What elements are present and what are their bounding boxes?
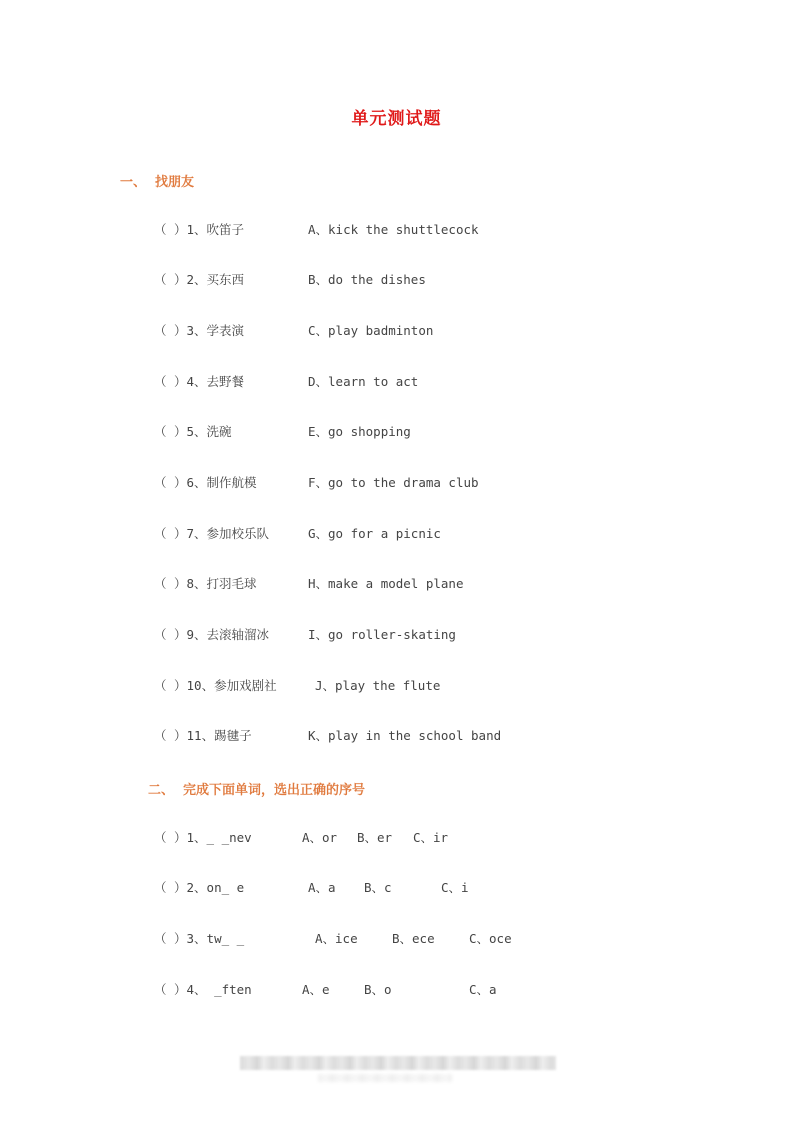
question-text: （ ）10、参加戏剧社	[154, 678, 277, 693]
list-item	[0, 676, 793, 696]
page-title: 单元测试题	[351, 109, 442, 129]
question-text: （ ）4、去野餐	[154, 374, 245, 389]
answer-option: F、go to the drama club	[308, 475, 479, 490]
question-text: （ ）4、 _ften	[154, 982, 252, 997]
option-b: B、er	[357, 830, 393, 845]
list-item	[0, 422, 793, 442]
answer-option: A、kick the shuttlecock	[308, 222, 479, 237]
list-item	[0, 270, 793, 290]
list-item	[0, 878, 793, 898]
blurred-watermark-secondary	[318, 1074, 452, 1082]
question-text: （ ）2、on_ e	[154, 880, 245, 895]
answer-option: C、play badminton	[308, 323, 434, 338]
option-b: B、ece	[392, 931, 435, 946]
list-item	[0, 473, 793, 493]
option-c: C、oce	[469, 931, 512, 946]
answer-option: I、go roller-skating	[308, 627, 456, 642]
list-item	[0, 321, 793, 341]
answer-option: E、go shopping	[308, 424, 411, 439]
blurred-watermark	[240, 1056, 556, 1070]
question-text: （ ）3、学表演	[154, 323, 245, 338]
option-c: C、i	[441, 880, 469, 895]
list-item	[0, 574, 793, 594]
option-b: B、o	[364, 982, 392, 997]
option-a: A、ice	[315, 931, 358, 946]
answer-option: H、make a model plane	[308, 576, 464, 591]
section-heading-1: 一、 找朋友	[120, 175, 195, 190]
list-item	[0, 625, 793, 645]
question-text: （ ）9、去滚轴溜冰	[154, 627, 270, 642]
answer-option: D、learn to act	[308, 374, 419, 389]
answer-option: J、play the flute	[315, 678, 441, 693]
option-c: C、ir	[413, 830, 449, 845]
question-text: （ ）5、洗碗	[154, 424, 232, 439]
question-text: （ ）11、踢毽子	[154, 728, 252, 743]
list-item	[0, 372, 793, 392]
answer-option: B、do the dishes	[308, 272, 426, 287]
section-heading-2: 二、 完成下面单词，选出正确的序号	[148, 783, 366, 798]
list-item	[0, 726, 793, 746]
answer-option: K、play in the school band	[308, 728, 502, 743]
option-a: A、or	[302, 830, 338, 845]
question-text: （ ）1、_ _nev	[154, 830, 252, 845]
option-a: A、a	[308, 880, 336, 895]
option-a: A、e	[302, 982, 330, 997]
answer-option: G、go for a picnic	[308, 526, 441, 541]
list-item	[0, 929, 793, 949]
list-item	[0, 828, 793, 848]
option-b: B、c	[364, 880, 392, 895]
list-item	[0, 980, 793, 1000]
question-text: （ ）2、买东西	[154, 272, 245, 287]
list-item	[0, 524, 793, 544]
question-text: （ ）3、tw_ _	[154, 931, 245, 946]
question-text: （ ）6、制作航模	[154, 475, 257, 490]
option-c: C、a	[469, 982, 497, 997]
question-text: （ ）1、吹笛子	[154, 222, 245, 237]
question-text: （ ）7、参加校乐队	[154, 526, 270, 541]
list-item	[0, 220, 793, 240]
question-text: （ ）8、打羽毛球	[154, 576, 257, 591]
